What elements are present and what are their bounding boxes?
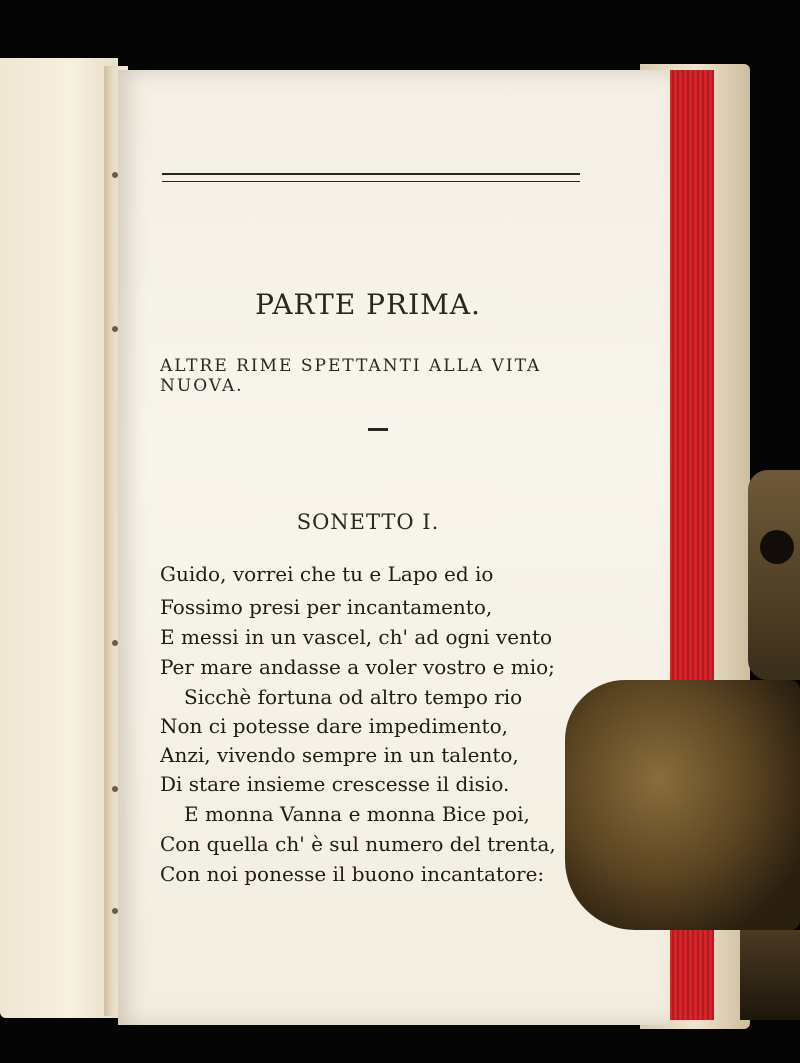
bookstand-clip-hole — [760, 530, 794, 564]
header-rule-thin — [162, 181, 580, 182]
page-heading: PARTE PRIMA. — [255, 288, 481, 321]
verse-line-4: Per mare andasse a voler vostro e mio; — [160, 655, 555, 679]
bookstand-clip-bottom — [740, 930, 800, 1020]
verse-line-8: Di stare insieme crescesse il disio. — [160, 772, 510, 796]
verse-line-1: Guido, vorrei che tu e Lapo ed io — [160, 562, 494, 586]
sonnet-title: SONETTO I. — [296, 510, 440, 534]
bookstand-clip-top — [748, 470, 800, 680]
verse-line-10: Con quella ch' è sul numero del trenta, — [160, 832, 556, 856]
brass-page-holder — [565, 680, 800, 930]
verse-line-11: Con noi ponesse il buono incantatore: — [160, 862, 545, 886]
verse-line-3: E messi in un vascel, ch' ad ogni vento — [160, 625, 553, 649]
page-subheading: ALTRE RIME SPETTANTI ALLA VITA NUOVA. — [160, 356, 542, 396]
verse-line-5: Sicchè fortuna od altro tempo rio — [184, 685, 523, 709]
verse-line-9: E monna Vanna e monna Bice poi, — [184, 802, 530, 826]
verse-line-7: Anzi, vivendo sempre in un talento, — [160, 743, 519, 767]
left-page — [0, 58, 118, 1018]
verse-line-6: Non ci potesse dare impedimento, — [160, 714, 508, 738]
header-rule — [162, 173, 580, 175]
verse-line-2: Fossimo presi per incantamento, — [160, 595, 493, 619]
section-dash — [368, 428, 388, 431]
